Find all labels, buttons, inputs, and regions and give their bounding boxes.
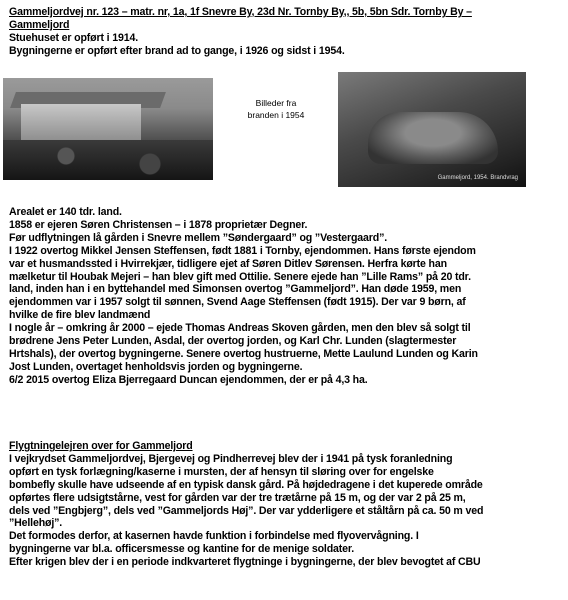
document-page (9, 6, 561, 58)
fire-photo-right (338, 72, 526, 187)
body-section-2 (9, 440, 561, 569)
body-line: 6/2 2015 overtog Eliza Bjerregaard Duncan ejendommen, der er på 4,3 ha. (9, 373, 368, 386)
body-line: Hrtshals), der overtog bygningerne. Senere overtog hustruerne, Mette Laulund Lunden og Karin (9, 347, 478, 360)
body-line: Jost Lunden, overtaget henholdsvis jorden og bygningerne. (9, 360, 303, 373)
body-line: ejendommen var i 1957 solgt til sønnen, Svend Aage Steffensen (født 1915). Der var 9 børn, af (9, 296, 466, 309)
title-line-2: Gammeljord (9, 18, 70, 31)
fire-history-line: Bygningerne er opført efter brand ad to gange, i 1926 og sidst i 1954. (9, 44, 345, 57)
body-section-1 (9, 206, 561, 387)
body-line: bygningerne var bl.a. officersmesse og kantine for de menige soldater. (9, 543, 355, 556)
section-heading: Flygtningelejren over for Gammeljord (9, 440, 193, 452)
body-line: dels ved ”Engbjerg”, dels ved ”Gammeljords Høj”. Der var ydderligere et ståltårn på ca. 50 m ved (9, 504, 484, 517)
body-line: Før udflytningen lå gården i Snevre mellem ”Søndergaard” og ”Vestergaard”. (9, 231, 388, 244)
body-line: ”Hellehøj”. (9, 517, 63, 530)
body-line: brødrene Jens Peter Lunden, Asdal, der overtog jorden, og Karl Chr. Lunden (slagtermester (9, 335, 457, 348)
built-year-line: Stuehuset er opført i 1914. (9, 31, 138, 44)
body-line: Efter krigen blev der i en periode indkvarteret flygtninge i bygningerne, der blev bevogtet af CBU (9, 556, 481, 569)
body-line: I vejkrydset Gammeljordvej, Bjergevej og Pindherrevej blev der i 1941 på tysk foranledning (9, 452, 453, 465)
photo-caption: Billeder fra branden i 1954 (247, 98, 305, 120)
body-line: Arealet er 140 tdr. land. (9, 206, 122, 218)
body-line: bombefly skulle have udseende af en typisk dansk gård. På højdedragene i det kuperede område (9, 478, 483, 491)
body-line: mælketur til Houbak Mejeri – han blev gift med Ottilie. Senere ejede han ”Lille Rams” på 20 tdr. (9, 270, 471, 283)
body-line: I 1922 overtog Mikkel Jensen Steffensen, født 1881 i Tornby, ejendommen. Hans første ejendom (9, 244, 476, 257)
photo-right-caption: Gammeljord, 1954. Brandvrag (437, 175, 518, 181)
body-line: hvilke de fire blev landmænd (9, 309, 151, 322)
body-line: I nogle år – omkring år 2000 – ejede Thomas Andreas Skoven gården, men den blev så solgt til (9, 322, 471, 335)
body-line: land, inden han i en byttehandel med Simonsen overtog ”Gammeljord”. Han døde 1959, men (9, 283, 462, 296)
body-line: Det formodes derfor, at kasernen havde funktion i forbindelse med flyovervågning. I (9, 530, 419, 543)
photo-strip (3, 71, 555, 191)
body-line: opførtes flere udsigtstårne, vest for gården var der tre trætårne på 15 m, og der var 2 på 25 m, (9, 491, 466, 504)
body-line: 1858 er ejeren Søren Christensen – i 1878 proprietær Degner. (9, 218, 308, 231)
title-line-1: Gammeljordvej nr. 123 – matr. nr, 1a, 1f Snevre By, 23d Nr. Tornby By,, 5b, 5bn Sdr. Tornby By – (9, 6, 472, 18)
fire-photo-left (3, 78, 213, 180)
body-line: var et husmandssted i Hvirrekjær, tidligere ejet af Søren Ditlev Sørensen. Herfra kørte han (9, 257, 447, 270)
body-line: opført en tysk forlægning/kaserne i mursten, der af hensyn til sløring over for engelske (9, 465, 434, 478)
